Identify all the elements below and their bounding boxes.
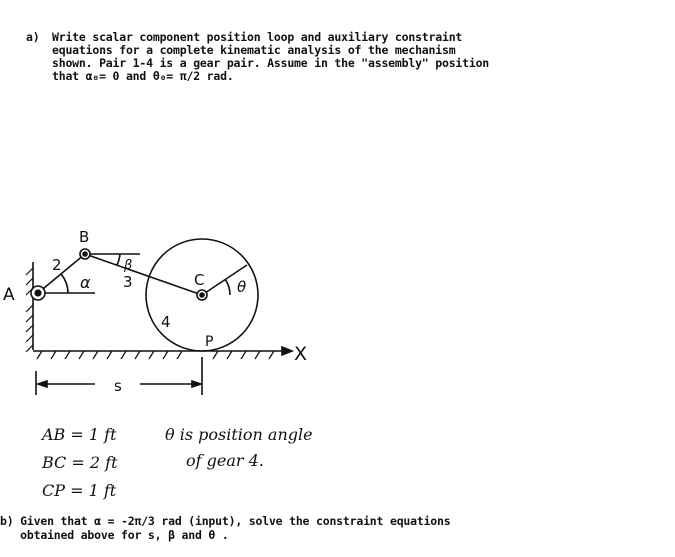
label-gear-4: 4 — [161, 313, 171, 331]
label-link-2: 2 — [52, 256, 62, 274]
label-x: X — [294, 343, 308, 365]
label-dim-s: s — [114, 377, 122, 395]
given-ab: AB = 1 ft — [42, 425, 117, 444]
label-link-3: 3 — [123, 273, 133, 291]
label-theta: θ — [237, 278, 247, 296]
part-a-line-3: shown. Pair 1-4 is a gear pair. Assume in the "assembly" position — [52, 56, 490, 70]
ground-hatching — [37, 351, 274, 359]
label-b: B — [79, 228, 90, 246]
alpha-arc — [61, 274, 68, 293]
link-3-bc — [85, 254, 205, 295]
pin-c-inner — [200, 293, 204, 297]
label-a: A — [3, 285, 15, 305]
part-b-line-2: obtained above for s, β and θ . — [0, 528, 229, 542]
part-a-line-4: that α₀= 0 and θ₀= π/2 rad. — [52, 69, 234, 83]
pin-b-inner — [83, 252, 87, 256]
label-beta: β — [124, 258, 133, 273]
part-a-line-1: Write scalar component position loop and auxiliary constraint — [52, 30, 463, 44]
label-c: C — [194, 271, 205, 289]
theta-note-line-2: of gear 4. — [186, 451, 264, 470]
dim-s-arrow-right — [192, 381, 201, 387]
label-alpha: α — [80, 273, 91, 292]
x-axis-arrowhead — [282, 347, 292, 355]
wall-hatching — [26, 268, 33, 352]
beta-arc — [117, 254, 120, 265]
label-p: P — [205, 334, 214, 350]
theta-arc — [225, 279, 230, 295]
dim-s-arrow-left — [38, 381, 47, 387]
theta-note-line-1: θ is position angle — [165, 425, 313, 444]
part-a-line-2: equations for a complete kinematic analysis of the mechanism — [52, 43, 456, 57]
part-a-label: a) — [26, 30, 40, 44]
given-cp: CP = 1 ft — [42, 481, 117, 500]
part-b-line-1: b) Given that α = -2π/3 rad (input), solve the constraint equations — [0, 514, 451, 528]
pin-a-inner — [35, 290, 41, 296]
given-bc: BC = 2 ft — [42, 453, 118, 472]
